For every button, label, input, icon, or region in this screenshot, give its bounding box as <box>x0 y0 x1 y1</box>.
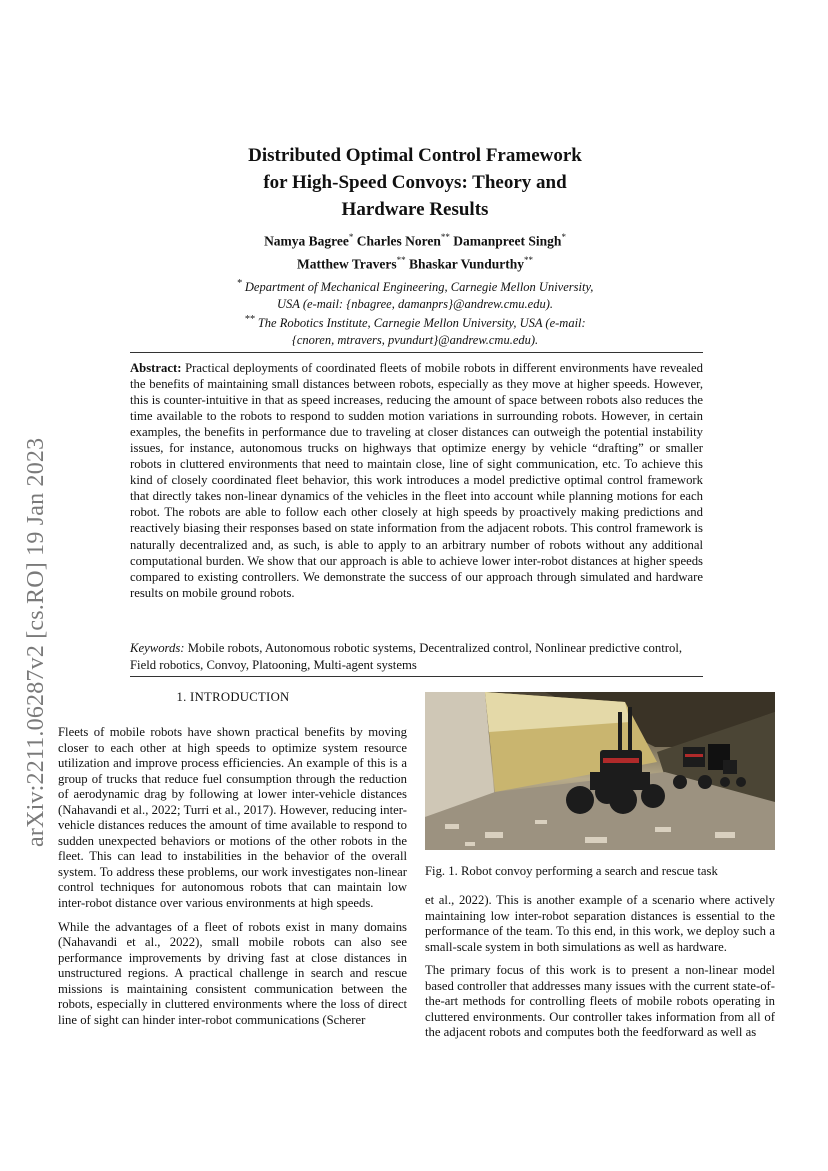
figure-robot-convoy-photo <box>425 692 775 850</box>
figure-caption: Fig. 1. Robot convoy performing a search and rescue task <box>425 864 718 878</box>
affiliation-mark: ** <box>244 314 255 326</box>
affiliation-mark: ** <box>396 254 406 265</box>
affiliation-mark: * <box>236 278 242 289</box>
keywords-text: Mobile robots, Autonomous robotic systems, Decentralized control, Nonlinear predictive control, Field robotics, Convoy, Platooning, Multi-agent systems <box>130 641 683 672</box>
arxiv-identifier: arXiv:2211.06287v2 [cs.RO] 19 Jan 2023 <box>23 437 49 847</box>
author-list <box>160 228 670 273</box>
affiliation-line: The Robotics Institute, Carnegie Mellon University, USA (e-mail: <box>257 316 586 331</box>
abstract-top-rule <box>130 352 703 353</box>
affiliation-mark: ** <box>440 232 450 242</box>
affiliation-line: Department of Mechanical Engineering, Carnegie Mellon University, <box>244 280 594 295</box>
title-line: Distributed Optimal Control Framework <box>248 145 582 166</box>
paragraph: While the advantages of a fleet of robots exist in many domains (Nahavandi et al., 2022), small mobile robots can also see performance improvements by driving fast at close distances in unstructured regions. A practical challenge in search and rescue missions is maintaining consistent communication between the robots, especially in cluttered environments where the loss of direct line of sight can hinder inter-robot communications (Scherer <box>58 919 407 1027</box>
title-line: for High-Speed Convoys: Theory and <box>263 172 567 193</box>
robot-convoy-image <box>425 692 775 850</box>
title-line: Hardware Results <box>341 199 489 220</box>
author-name: Bhaskar Vundurthy <box>409 256 524 271</box>
author-name: Namya Bagree <box>264 233 349 249</box>
left-column <box>58 725 407 1036</box>
affiliations <box>170 276 660 348</box>
affiliation-mark: * <box>561 232 566 242</box>
affiliation-line: USA (e-mail: {nbagree, damanprs}@andrew.cmu.edu). <box>277 296 553 311</box>
section-heading: 1. INTRODUCTION <box>176 690 290 704</box>
paragraph: et al., 2022). This is another example of a scenario where actively maintaining low inter-robot separation distances is essential to the performance of the team. To this end, in this work, we deploy such a small-scale system in both simulations as well as hardware. <box>425 893 775 954</box>
paragraph: The primary focus of this work is to present a non-linear model based controller that addresses many issues with the current state-of-the-art methods for controlling fleets of mobile robots operating in cluttered environments. Our controller takes information from all of the adjacent robots and computes both the feedforward as well as <box>425 963 775 1040</box>
right-column <box>425 893 775 1049</box>
author-name: Matthew Travers <box>297 256 397 271</box>
abstract-text: Practical deployments of coordinated fleets of mobile robots in different environments have revealed the benefits of maintaining small distances between robots, especially as they move at higher speeds. However, this is counter-intuitive in that as speed increases, reducing the amount of space between robots also reduces the time available to the robots to respond to sudden motion variations in surrounding robots. However, in certain examples, the benefits in performance due to traveling at closer distances can outweigh the potential instability issues, for instance, autonomous trucks on highways that optimize energy by vehicle “drafting” or smaller robots in cluttered environments that need to maintain close, line of sight communication, etc. To achieve this kind of closely coordinated fleet behavior, this work introduces a model predictive optimal control framework that directly takes non-linear dynamics of the vehicles in the fleet into account while planning motions for each robot. The robots are able to follow each other closely at high speeds by proactively making predictions and reactively biasing their responses based on state information from the adjacent robots. This control framework is naturally decentralized and, as such, is able to apply to an arbitrary number of robots without any additional computational burden. We show that our approach is able to achieve lower inter-robot distances at higher speeds compared to existing controllers. We demonstrate the success of our approach through simulated and hardware results on mobile ground robots. <box>130 361 704 600</box>
abstract <box>130 360 703 601</box>
affiliation-line: {cnoren, mtravers, pvundurt}@andrew.cmu.edu). <box>291 332 539 347</box>
author-name: Damanpreet Singh <box>453 233 562 249</box>
paragraph: Fleets of mobile robots have shown practical benefits by moving closer to each other at high speeds to optimize system resource utilization and improve process efficiencies. An example of this is a group of trucks that reduce fuel consumption through the reduction of aerodynamic drag by following at lower inter-vehicle distances (Nahavandi et al., 2022; Turri et al., 2017). However, reducing inter-vehicle distances reduces the amount of time available to respond to sudden unexpected behaviors or motions of the other robots in the fleet. This can lead to instabilities in the behavior of the overall system. To address these problems, our work investigates non-linear control techniques for autonomous robots that can maintain low inter-robot distance over various environments at high speeds. <box>58 725 407 911</box>
keywords-label: Keywords: <box>130 641 185 655</box>
paper-title <box>190 142 640 223</box>
keywords <box>130 640 703 673</box>
affiliation-mark: * <box>348 232 354 242</box>
author-name: Charles Noren <box>356 233 441 249</box>
affiliation-mark: ** <box>523 254 533 265</box>
keywords-bottom-rule <box>130 676 703 677</box>
abstract-label: Abstract: <box>130 361 182 375</box>
